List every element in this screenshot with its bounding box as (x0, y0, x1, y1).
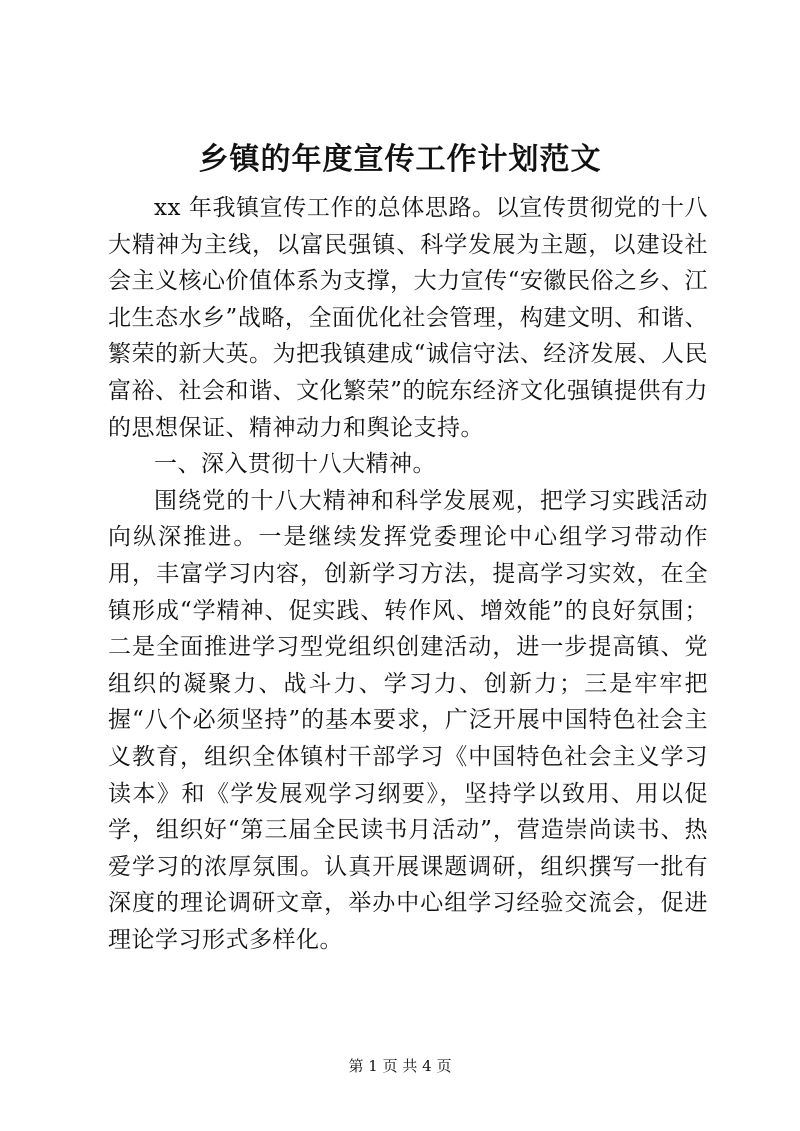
page-title: 乡镇的年度宣传工作计划范文 (198, 142, 602, 177)
paragraph-section-1: 围绕党的十八大精神和科学发展观，把学习实践活动向纵深推进。一是继续发挥党委理论中心组学习带动作用，丰富学习内容，创新学习方法，提高学习实效，在全镇形成“学精神、促实践、转作风、增效能”的良好氛围；二是全面推进学习型党组织创建活动，进一步提高镇、党组织的凝聚力、战斗力、学习力、创新力；三是牢牢把握“八个必须坚持”的基本要求，广泛开展中国特色社会主义教育，组织全体镇村干部学习《中国特色社会主义学习读本》和《学发展观学习纲要》，坚持学以致用、用以促学，组织好“第三届全民读书月活动”，营造崇尚读书、热爱学习的浓厚氛围。认真开展课题调研，组织撰写一批有深度的理论调研文章，举办中心组学习经验交流会，促进理论学习形式多样化。 (108, 487, 708, 953)
paragraph-intro: xx 年我镇宣传工作的总体思路。以宣传贯彻党的十八大精神为主线，以富民强镇、科学发展为主题，以建设社会主义核心价值体系为支撑，大力宣传“安徽民俗之乡、江北生态水乡”战略，全面优化社会管理，构建文明、和谐、繁荣的新大英。为把我镇建成“诚信守法、经济发展、人民富裕、社会和谐、文化繁荣”的皖东经济文化强镇提供有力的思想保证、精神动力和舆论支持。 (108, 195, 708, 441)
document-body (108, 190, 708, 958)
page-number-footer: 第 1 页 共 4 页 (348, 1057, 452, 1075)
section-heading-1: 一、深入贯彻十八大精神。 (154, 451, 436, 478)
